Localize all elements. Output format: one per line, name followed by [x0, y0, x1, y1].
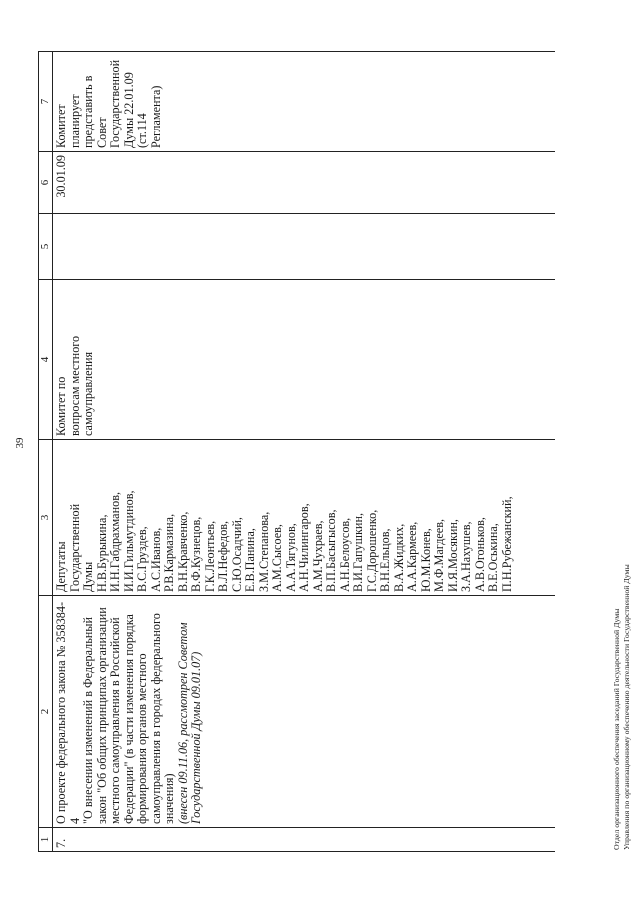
- footer-line: Управления по организационному обеспечению деятельности Государственной Думы: [622, 564, 631, 850]
- bill-status-note: (внесен 09.11.06, рассмотрен Советом Государственной Думы 09.01.07): [175, 622, 203, 824]
- authors-cell: Депутаты Государственной Думы Н.В.Бурыкина, И.Н.Габдрахманов, И.И.Гильмутдинов, В.С.Груздев, А.С.Иванов, Р.В.Кармазина, В.Н.Кравченко, В.Ф.Кузнецов, Г.К.Леонтьев, В.Л.Нефедов, С.Ю.Осадчий, Е.В.Панина, З.М.Степанова, А.М.Сысоев, А.А.Тягунов, А.Н.Чилингаров, А.М.Чухраев, В.П.Басыгысов, А.Н.Белоусов, В.И.Гапушкин, Г.С.Дорошенко, В.Н.Ельцов, В.А.Жидких, А.А.Кармеев, Ю.М.Конев, М.Ф.Магдеев, И.Я.Мосякин, З.А.Нахушев, А.В.Огоньков, В.Е.Оськина, П.Н.Рубежанский,: [53, 440, 556, 596]
- table-header-row: [39, 52, 53, 852]
- column-header: 6: [39, 152, 53, 214]
- footer-line: Отдел организационного обеспечения заседаний Государственной Думы: [612, 608, 621, 850]
- committee-cell: Комитет по вопросам местного самоуправления: [53, 280, 556, 440]
- bill-title: О проекте федерального закона № 358384-4 "О внесении изменений в Федеральный закон "Об общих принципах организации местного самоуправления в Российской Федерации" (в части изменения порядка формирования органов местного самоуправления в городах федерального значения): [54, 601, 176, 824]
- plan-cell: Комитет планирует представить в Совет Государственной Думы 22.01.09 (ст.114 Регламента): [53, 52, 556, 152]
- column-header: 4: [39, 280, 53, 440]
- page-number: 39: [14, 437, 26, 449]
- row-number: 7.: [53, 828, 556, 852]
- column-header: 1: [39, 828, 53, 852]
- column-header: 2: [39, 596, 53, 828]
- footer: [612, 564, 632, 850]
- bill-cell: [53, 596, 556, 828]
- column-header: 5: [39, 214, 53, 280]
- date-cell: 30.01.09: [53, 152, 556, 214]
- column5-cell: [53, 214, 556, 280]
- table-row: [53, 52, 556, 852]
- column-header: 3: [39, 440, 53, 596]
- bills-table: [38, 51, 555, 852]
- column-header: 7: [39, 52, 53, 152]
